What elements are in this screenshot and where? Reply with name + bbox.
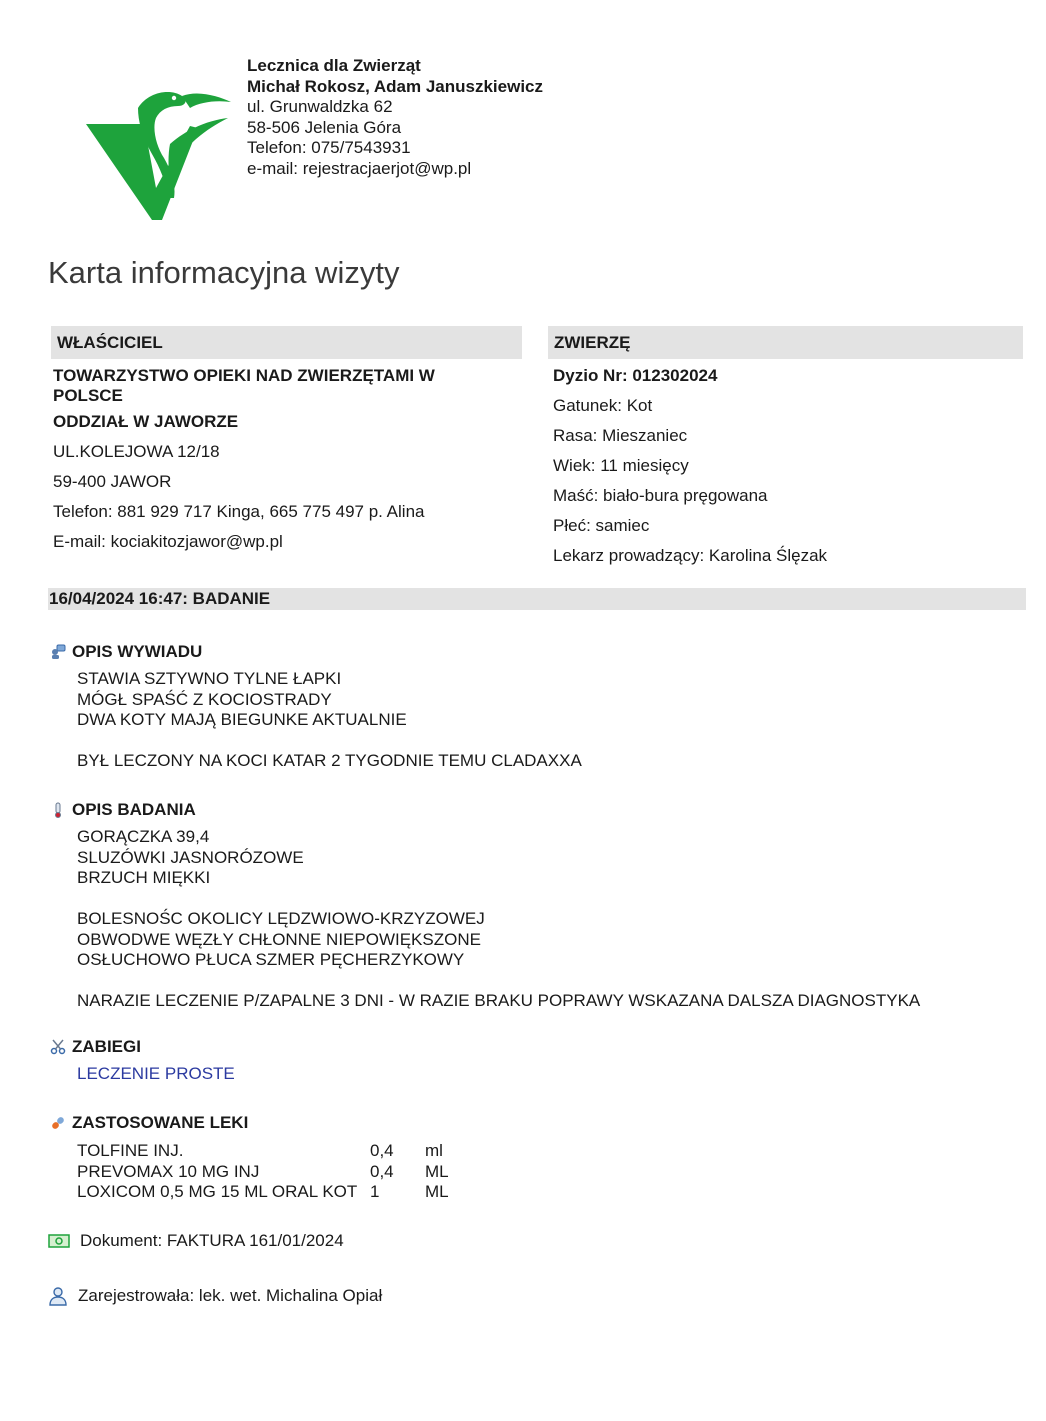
owner-name-line2: POLSCE xyxy=(53,386,123,405)
owner-street: UL.KOLEJOWA 12/18 xyxy=(53,442,220,461)
animal-breed: Rasa: Mieszaniec xyxy=(553,426,688,445)
medication-name: TOLFINE INJ. xyxy=(77,1141,184,1160)
interview-icon xyxy=(50,644,66,660)
registered-text: Zarejestrowała: lek. wet. Michalina Opiał xyxy=(78,1286,383,1305)
animal-species: Gatunek: Kot xyxy=(553,396,653,415)
owner-email: E-mail: kociakitozjawor@wp.pl xyxy=(53,532,283,551)
pill-icon xyxy=(50,1115,66,1131)
exam-text xyxy=(77,827,920,1012)
exam-title: OPIS BADANIA xyxy=(72,800,196,819)
interview-line xyxy=(77,731,582,752)
interview-line: DWA KOTY MAJĄ BIEGUNKE AKTUALNIE xyxy=(77,710,407,729)
exam-line: SLUZÓWKI JASNORÓZOWE xyxy=(77,847,304,867)
medication-unit: ml xyxy=(425,1141,443,1160)
animal-age: Wiek: 11 miesięcy xyxy=(553,456,689,475)
owner-heading: WŁAŚCICIEL xyxy=(51,326,522,359)
interview-title: OPIS WYWIADU xyxy=(72,642,203,661)
interview-line: STAWIA SZTYWNO TYLNE ŁAPKI xyxy=(77,669,342,688)
medication-row xyxy=(77,1182,449,1203)
document-text: Dokument: FAKTURA 161/01/2024 xyxy=(80,1231,344,1250)
medication-name: PREVOMAX 10 MG INJ xyxy=(77,1161,260,1181)
page-title: Karta informacyjna wizyty xyxy=(48,255,400,290)
clinic-email: e-mail: rejestracjaerjot@wp.pl xyxy=(247,158,472,178)
exam-line: OSŁUCHOWO PŁUCA SZMER PĘCHERZYKOWY xyxy=(77,950,465,969)
exam-line: BRZUCH MIĘKKI xyxy=(77,868,211,887)
procedures-title: ZABIEGI xyxy=(72,1037,141,1056)
animal-color: Maść: biało-bura pręgowana xyxy=(553,486,768,505)
medication-row xyxy=(77,1141,449,1162)
clinic-street: ul. Grunwaldzka 62 xyxy=(247,97,393,116)
exam-line: NARAZIE LECZENIE P/ZAPALNE 3 DNI - W RAZIE BRAKU POPRAWY WSKAZANA DALSZA DIAGNOSTYKA xyxy=(77,991,921,1010)
animal-vet: Lekarz prowadzący: Karolina Ślęzak xyxy=(553,546,828,565)
exam-line xyxy=(77,971,920,992)
interview-line: BYŁ LECZONY NA KOCI KATAR 2 TYGODNIE TEMU CLADAXXA xyxy=(77,751,582,770)
owner-phone: Telefon: 881 929 717 Kinga, 665 775 497 p. Alina xyxy=(53,502,425,521)
clinic-city: 58-506 Jelenia Góra xyxy=(247,117,402,137)
interview-section-title xyxy=(50,642,202,662)
exam-line: OBWODWE WĘZŁY CHŁONNE NIEPOWIĘKSZONE xyxy=(77,929,481,949)
animal-details xyxy=(553,361,827,571)
registered-line xyxy=(48,1286,382,1306)
medication-name: LOXICOM 0,5 MG 15 ML ORAL KOT xyxy=(77,1182,358,1201)
exam-line: GORĄCZKA 39,4 xyxy=(77,827,210,846)
animal-name-nr: Dyzio Nr: 012302024 xyxy=(553,366,718,385)
banknote-icon xyxy=(48,1234,70,1248)
interview-text xyxy=(77,669,582,772)
document-line xyxy=(48,1231,344,1251)
exam-section-title xyxy=(50,800,196,820)
owner-branch: ODDZIAŁ W JAWORZE xyxy=(53,412,239,431)
clinic-info xyxy=(247,56,543,179)
clinic-name: Lecznica dla Zwierząt xyxy=(247,56,421,75)
clinic-phone: Telefon: 075/7543931 xyxy=(247,138,411,157)
clinic-logo xyxy=(86,88,231,220)
procedure-link[interactable]: LECZENIE PROSTE xyxy=(77,1064,235,1083)
interview-line: MÓGŁ SPAŚĆ Z KOCIOSTRADY xyxy=(77,689,332,709)
medication-qty: 1 xyxy=(370,1182,380,1201)
medications-section-title xyxy=(50,1113,248,1133)
scissors-icon xyxy=(50,1039,66,1055)
exam-line: BOLESNOŚC OKOLICY LĘDZWIOWO-KRZYZOWEJ xyxy=(77,909,485,928)
medication-unit: ML xyxy=(425,1182,449,1201)
user-icon xyxy=(48,1286,68,1306)
visit-header: 16/04/2024 16:47: BADANIE xyxy=(48,588,1026,610)
owner-city: 59-400 JAWOR xyxy=(53,472,172,491)
medication-qty: 0,4 xyxy=(370,1161,394,1181)
medications-list xyxy=(77,1141,449,1203)
medications-title: ZASTOSOWANE LEKI xyxy=(72,1113,249,1132)
exam-line xyxy=(77,889,920,910)
medication-unit: ML xyxy=(425,1161,449,1181)
animal-sex: Płeć: samiec xyxy=(553,516,650,535)
owner-details xyxy=(53,366,435,557)
clinic-owners: Michał Rokosz, Adam Januszkiewicz xyxy=(247,76,544,96)
medication-qty: 0,4 xyxy=(370,1141,394,1160)
procedures-section-title xyxy=(50,1037,141,1057)
medication-row xyxy=(77,1162,449,1183)
owner-name-line1: TOWARZYSTWO OPIEKI NAD ZWIERZĘTAMI W xyxy=(53,366,435,385)
animal-heading: ZWIERZĘ xyxy=(548,326,1023,359)
thermometer-icon xyxy=(50,802,66,818)
